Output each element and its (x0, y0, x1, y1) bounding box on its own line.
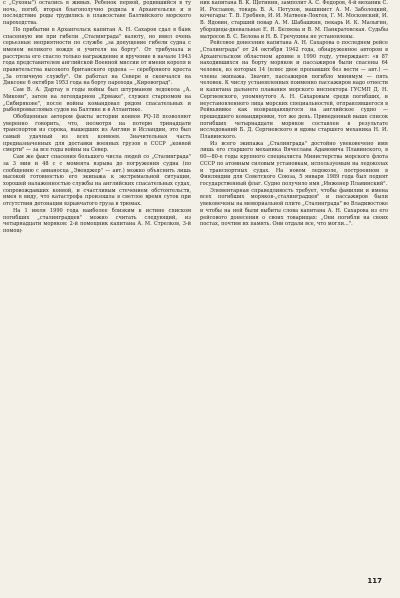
paragraph: Элементарная справедливость требует, чтобы фамилии и имена всех погибших моряков-„сталинградцев" и пассажиров были увековечены на мемориальной плите „Сталинграда" во Владивостоке и чтобы на ней были выбиты слова капитана А. Н. Сахарова из его рейсового донесения о своих товарищах: „Они погибли на своих постах, почтим их память. Они отдали все, что могли...". (200, 187, 388, 228)
right-text-column (200, 0, 388, 228)
paragraph: ник капитана В. К. Щетинин, замполит А. С. Федоров, 4-й механик С. И. Рославов, токарь В. А. Петухов, машинист А. М. Заболоцкий, кочегары: Т. В. Гребнев, И. И. Матвеев-Локтев, Г. М. Московский, И. В. Ядовин, старший повар А. М. Шабашкин, пекарь И. К. Малыгин, уборщицы-дневальные Е. Я. Беляева и В. М. Панкратовская. Судьбы матросов В. С. Белова и Н. В. Гречухина не установлены. (200, 0, 388, 40)
paragraph: Обобщенные автором факты истории конвоя PQ-18 позволяют уверенно говорить, что, несмотря на потерю тринадцати транспортов из сорока, вышедших из Англии и Исландии, это был самый удачный из всех конвоев. Значительная часть предназначенных для доставки военных грузов в СССР „конвой смерти" — за все годы войны на Север. (3, 113, 191, 154)
paragraph: На 1 июля 1990 года наиболее близким к истине списком погибших „сталинградцев" можно считать следующий, из четырнадцати моряков: 2-й помощник капитана А. М. Стрелков, 3-й помощ- (3, 207, 191, 234)
paragraph: Из всего экипажа „Сталинграда" достойно увековечено имя лишь его старшего механика Вячеслава Адамовича Плавинского, в 60—80-е годы крупного специалиста Министерства морского флота СССР по атомным силовым установкам, используемым на ледоколах и транспортных судах. На новом ледоколе, построенном в Финляндии для Советского Союза, 5 января 1989 года был поднят государственный флаг. Судно получило имя „Инженер Плавинский". (200, 140, 388, 187)
paragraph: Сам же факт спасения большого числа людей со „Сталинграда" за 3 мин и 48 с с момента взрыва до погружения судна (по сообщению с авианосца „Эвенджер" — авт.) можно объяснить лишь высокой готовностью его экипажа к экстремальной ситуации, хорошей налаженностью службы на английских спасательных судах, сопровождавших конвой, и счастливым стечением обстоятельств, имея в виду, что катастрофа произошла в светлое время суток при отсутствии детонации взрывчатого груза в трюмах. (3, 154, 191, 208)
paragraph: Рейсовое донесение капитана А. Н. Сахарова о последнем рейсе „Сталинграда" от 24 октября 1942 года, обнаруженное автором в Архангельском областном архиве в 1990 году, утверждает: «в 87 находившихся на борту моряков и пассажиров были спасены 64 человек, из которых 14 (плюс двое пропавших без вести — авт.) — члены экипажа. Значит, пассажиров погибло минимум — пять человек. К числу установленных поименно пассажиров надо отнести и капитана дальнего плавания морского инспектора ГУСМП Д. Н. Сергиевского, упомянутого А. Н. Сахаровым среди погибших, и неустановленного лица морских специальностей, отправлявшегося в Рейкьявике как возвращающегося на английское судно — прошедшего командировки, тот же день. Приведенный выше список погибших четырнадцати моряков составлен в результате исследований Б. Д. Сергиевского и вдовы старшего механика Н. И. Плавинского. (200, 40, 388, 141)
page-number: 117 (367, 577, 382, 585)
left-text-column (3, 0, 191, 235)
paragraph: Сам В. А. Дартау в годы войны был штурманом ледокола „А. Микоян", затем на легендарном „Ермаке", служил старпомом на „Сибирякове", после войны командовал рядом спасательных и рыбопромысловых судов на Балтике и в Атлантике. (3, 87, 191, 114)
paragraph: с „Сухоны") остались в живых. Ребенок первой, родившийся в ту ночь, погиб, вторая благополучно родила в Архангельске и в последствие роды трудились в плавсоставе Балтийского морского пароходства. (3, 0, 191, 27)
paragraph: По прибытии в Архангельск капитан А. Н. Сахаров сдал в банк спасенную им при гибели „Сталинграда" валюту, но имел очень серьезные неприятности по службе „за допущение гибели судна с именем великого вождя и учителя на борту". От трибунала и расстрела его спасло только награждение и вручение в начале 1943 года представителем английской Военной миссии от имени короля и правительства высокого британского ордена — серебряного креста „За отличную службу". Он работал на Севере и скончался на Диксоне 6 октября 1953 года на борту парохода „Кировоград". (3, 26, 191, 87)
